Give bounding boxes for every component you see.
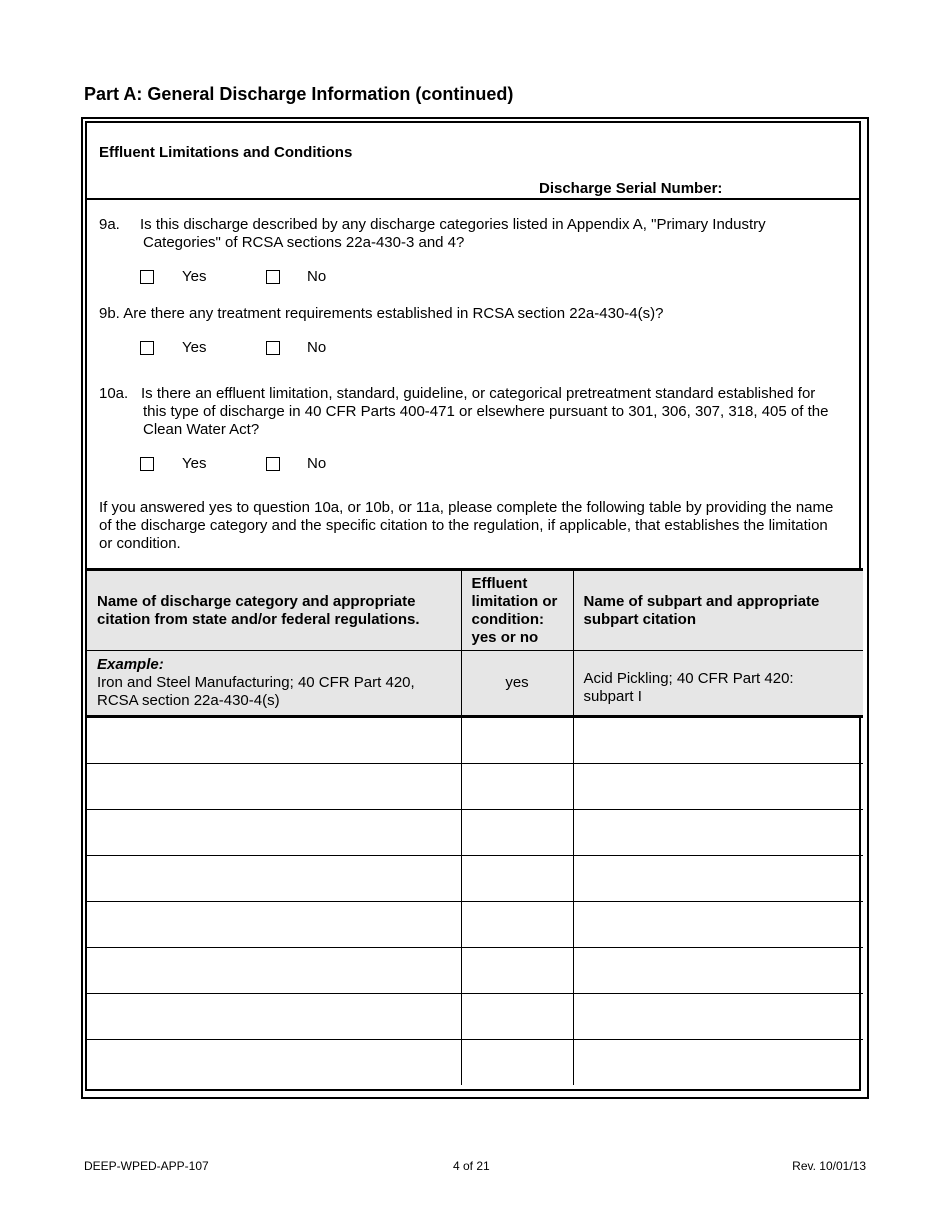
q9a-yes-label: Yes bbox=[182, 268, 207, 285]
table-row bbox=[87, 948, 863, 994]
effluent-cell[interactable] bbox=[461, 1040, 573, 1086]
header-divider bbox=[87, 198, 859, 200]
example-row bbox=[87, 651, 863, 717]
example-label: Example: bbox=[97, 656, 164, 673]
subpart-cell[interactable] bbox=[573, 1040, 863, 1086]
page-title: Part A: General Discharge Information (continued) bbox=[84, 84, 514, 104]
table-row bbox=[87, 717, 863, 764]
category-cell[interactable] bbox=[87, 948, 461, 994]
category-cell[interactable] bbox=[87, 764, 461, 810]
footer-page-number: 4 of 21 bbox=[453, 1159, 490, 1173]
header-category-line1: Name of discharge category and appropriate bbox=[97, 592, 416, 610]
subpart-cell[interactable] bbox=[573, 764, 863, 810]
q10a-line2: this type of discharge in 40 CFR Parts 400-471 or elsewhere pursuant to 301, 306, 307, 318, 405 of the bbox=[143, 403, 829, 420]
q10a-line1: Is there an effluent limitation, standard, guideline, or categorical pretreatment standard established for bbox=[141, 385, 816, 402]
q9b-text: 9b. Are there any treatment requirements established in RCSA section 22a-430-4(s)? bbox=[99, 305, 664, 322]
effluent-cell[interactable] bbox=[461, 856, 573, 902]
table-header-row bbox=[87, 570, 863, 651]
table-row bbox=[87, 1040, 863, 1086]
category-cell[interactable] bbox=[87, 856, 461, 902]
subpart-cell[interactable] bbox=[573, 948, 863, 994]
instructions-line1: If you answered yes to question 10a, or 10b, or 11a, please complete the following table by providing the name bbox=[99, 499, 834, 516]
table-row bbox=[87, 856, 863, 902]
subpart-cell[interactable] bbox=[573, 717, 863, 764]
header-effluent bbox=[461, 570, 573, 651]
effluent-cell[interactable] bbox=[461, 717, 573, 764]
table-row bbox=[87, 902, 863, 948]
section-heading: Effluent Limitations and Conditions bbox=[99, 144, 353, 161]
category-cell[interactable] bbox=[87, 994, 461, 1040]
effluent-cell[interactable] bbox=[461, 810, 573, 856]
q9b-yes-checkbox[interactable] bbox=[140, 341, 154, 355]
header-subpart bbox=[573, 570, 863, 651]
category-cell[interactable] bbox=[87, 1040, 461, 1086]
q9a-no-checkbox[interactable] bbox=[266, 270, 280, 284]
example-subpart-line2: subpart I bbox=[583, 688, 642, 705]
subpart-cell[interactable] bbox=[573, 994, 863, 1040]
example-category bbox=[87, 651, 461, 717]
header-effluent-line3: condition: bbox=[471, 610, 544, 628]
category-cell[interactable] bbox=[87, 902, 461, 948]
header-subpart-line2: subpart citation bbox=[583, 610, 697, 628]
header-category bbox=[87, 570, 461, 651]
effluent-cell[interactable] bbox=[461, 902, 573, 948]
category-cell[interactable] bbox=[87, 810, 461, 856]
header-effluent-line1: Effluent bbox=[471, 574, 528, 592]
q10a-number: 10a. bbox=[99, 385, 129, 402]
discharge-category-table bbox=[87, 568, 863, 1085]
instructions-line2: of the discharge category and the specific citation to the regulation, if applicable, that establishes the limitation bbox=[99, 517, 828, 534]
table-row bbox=[87, 810, 863, 856]
q9b-no-checkbox[interactable] bbox=[266, 341, 280, 355]
table-row bbox=[87, 994, 863, 1040]
header-effluent-line2: limitation or bbox=[471, 592, 558, 610]
category-cell[interactable] bbox=[87, 717, 461, 764]
header-effluent-line4: yes or no bbox=[471, 628, 539, 646]
q9a-no-label: No bbox=[307, 268, 327, 285]
q10a-yes-label: Yes bbox=[182, 455, 207, 472]
q9b-no-label: No bbox=[307, 339, 327, 356]
example-category-line2: RCSA section 22a-430-4(s) bbox=[97, 692, 280, 709]
table-row bbox=[87, 764, 863, 810]
footer-revision: Rev. 10/01/13 bbox=[792, 1159, 866, 1173]
q10a-no-label: No bbox=[307, 455, 327, 472]
header-subpart-line1: Name of subpart and appropriate bbox=[583, 592, 820, 610]
form-frame bbox=[81, 117, 869, 1099]
footer-form-id: DEEP-WPED-APP-107 bbox=[84, 1159, 209, 1173]
q9b-yes-label: Yes bbox=[182, 339, 207, 356]
subpart-cell[interactable] bbox=[573, 902, 863, 948]
effluent-cell[interactable] bbox=[461, 764, 573, 810]
q10a-yes-checkbox[interactable] bbox=[140, 457, 154, 471]
subpart-cell[interactable] bbox=[573, 856, 863, 902]
q9a-line2: Categories" of RCSA sections 22a-430-3 and 4? bbox=[143, 234, 465, 251]
subpart-cell[interactable] bbox=[573, 810, 863, 856]
example-category-line1: Iron and Steel Manufacturing; 40 CFR Part 420, bbox=[97, 674, 415, 691]
example-subpart bbox=[573, 651, 863, 717]
q10a-line3: Clean Water Act? bbox=[143, 421, 260, 438]
header-category-line2: citation from state and/or federal regulations. bbox=[97, 610, 420, 628]
q9a-yes-checkbox[interactable] bbox=[140, 270, 154, 284]
example-effluent: yes bbox=[461, 651, 573, 717]
instructions-line3: or condition. bbox=[99, 535, 181, 552]
serial-number-label: Discharge Serial Number: bbox=[539, 180, 723, 197]
q9a-number: 9a. bbox=[99, 216, 120, 233]
form-inner bbox=[85, 121, 861, 1091]
q10a-no-checkbox[interactable] bbox=[266, 457, 280, 471]
example-subpart-line1: Acid Pickling; 40 CFR Part 420: bbox=[583, 670, 794, 687]
q9a-line1: Is this discharge described by any discharge categories listed in Appendix A, "Primary Industry bbox=[140, 216, 766, 233]
effluent-cell[interactable] bbox=[461, 994, 573, 1040]
effluent-cell[interactable] bbox=[461, 948, 573, 994]
